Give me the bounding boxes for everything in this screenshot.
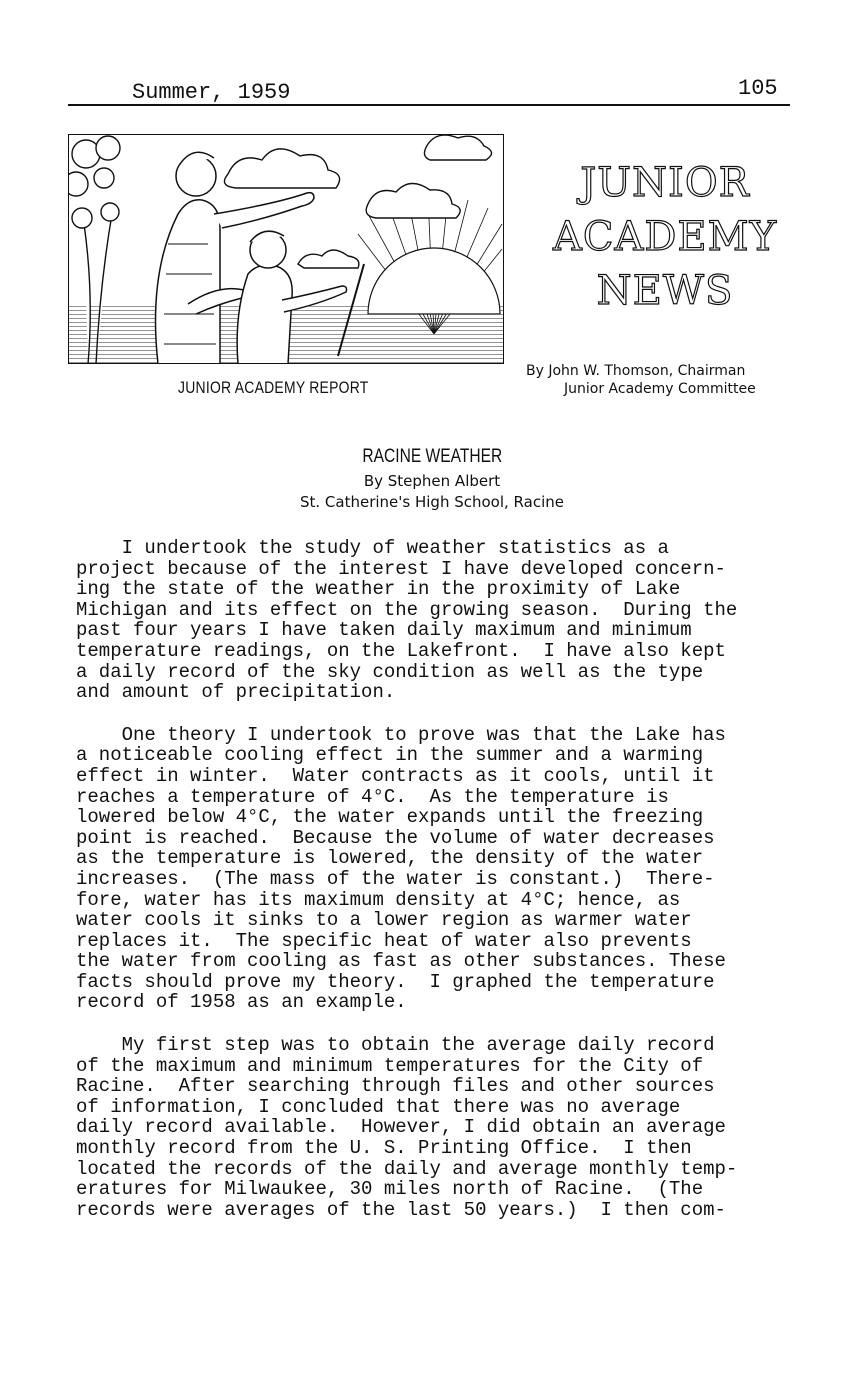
header-rule	[68, 104, 790, 106]
text-line: point is reached. Because the volume of water decreases	[76, 826, 715, 849]
text-line: water cools it sinks to a lower region as warmer water	[76, 909, 692, 932]
text-line: monthly record from the U. S. Printing Office. I then	[76, 1137, 692, 1160]
issue-date: Summer, 1959	[132, 80, 291, 105]
paragraph-gap	[76, 1013, 816, 1035]
text-line: of the maximum and minimum temperatures for the City of	[76, 1054, 704, 1077]
text-line: temperature readings, on the Lakefront. I have also kept	[76, 639, 726, 662]
masthead-line-3: NEWS	[596, 268, 734, 314]
text-line: Racine. After searching through files and other sources	[76, 1075, 715, 1098]
article-author: By Stephen Albert	[363, 472, 501, 490]
text-line: past four years I have taken daily maximum and minimum	[76, 619, 692, 642]
text-line: the water from cooling as fast as other substances. These	[76, 950, 726, 973]
text-line: of information, I concluded that there was no average	[76, 1095, 681, 1118]
text-line: located the records of the daily and average monthly temp-	[76, 1157, 738, 1180]
text-line: project because of the interest I have developed concern-	[76, 557, 726, 580]
text-line: a daily record of the sky condition as well as the type	[76, 660, 704, 683]
byline-committee: Junior Academy Committee	[564, 381, 756, 397]
text-line: One theory I undertook to prove was that the Lake has	[76, 723, 726, 746]
text-line: increases. (The mass of the water is constant.) There-	[76, 867, 715, 890]
paragraph-1	[76, 538, 816, 703]
masthead	[540, 156, 790, 318]
text-line: record of 1958 as an example.	[76, 991, 407, 1014]
paragraph-3	[76, 1035, 816, 1220]
article-body	[76, 538, 816, 1220]
text-line: replaces it. The specific heat of water also prevents	[76, 929, 692, 952]
text-line: and amount of precipitation.	[76, 681, 396, 704]
text-line: lowered below 4°C, the water expands until the freezing	[76, 806, 704, 829]
text-line: effect in winter. Water contracts as it cools, until it	[76, 764, 715, 787]
masthead-line-1: JUNIOR	[580, 160, 750, 206]
article-title-text: RACINE WEATHER	[362, 446, 502, 467]
page-number: 105	[738, 76, 778, 101]
illustration-caption: JUNIOR ACADEMY REPORT	[178, 378, 369, 397]
text-line: I undertook the study of weather statistics as a	[76, 537, 669, 559]
junior-academy-illustration	[68, 134, 504, 364]
text-line: facts should prove my theory. I graphed the temperature	[76, 970, 715, 993]
article-school: St. Catherine's High School, Racine	[299, 493, 564, 511]
text-line: My first step was to obtain the average daily record	[76, 1034, 715, 1057]
text-line: Michigan and its effect on the growing season. During the	[76, 598, 738, 621]
byline	[526, 362, 776, 398]
text-line: ing the state of the weather in the proximity of Lake	[76, 578, 681, 601]
text-line: records were averages of the last 50 years.) I then com-	[76, 1198, 726, 1221]
article-title	[0, 446, 864, 468]
text-line: daily record available. However, I did obtain an average	[76, 1116, 726, 1139]
paragraph-gap	[76, 703, 816, 725]
text-line: fore, water has its maximum density at 4°C; hence, as	[76, 888, 681, 911]
masthead-line-2: ACADEMY	[552, 214, 777, 260]
text-line: a noticeable cooling effect in the summer and a warming	[76, 744, 704, 767]
byline-chairman: By John W. Thomson, Chairman	[526, 363, 746, 379]
text-line: reaches a temperature of 4°C. As the temperature is	[76, 785, 669, 808]
text-line: as the temperature is lowered, the density of the water	[76, 847, 704, 870]
paragraph-2	[76, 725, 816, 1013]
text-line: eratures for Milwaukee, 30 miles north of Racine. (The	[76, 1178, 704, 1201]
